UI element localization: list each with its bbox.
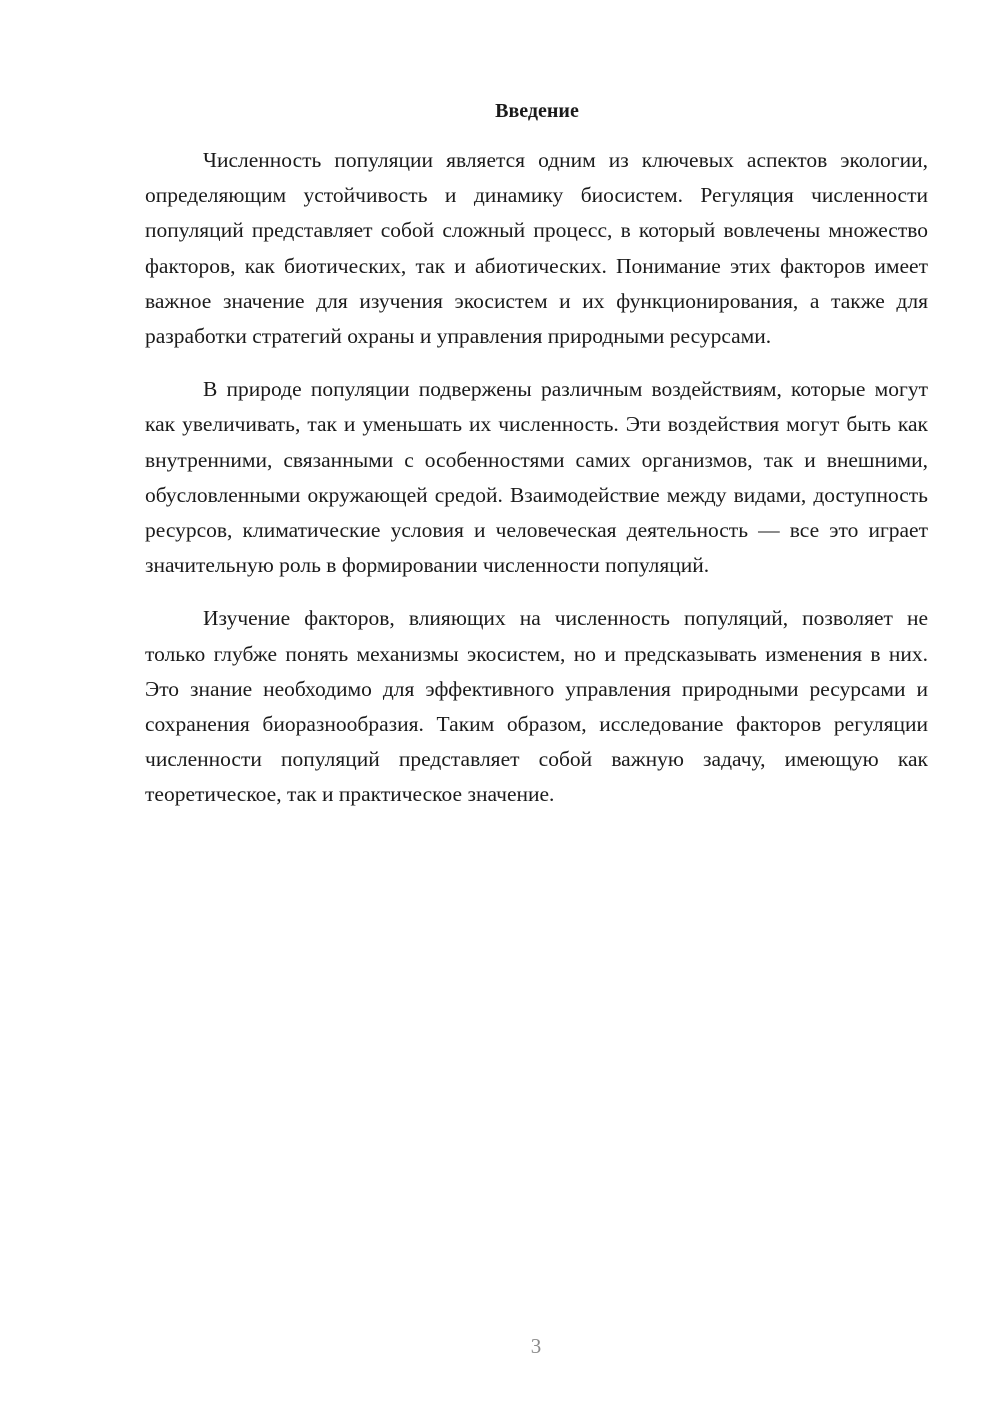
paragraph-2: В природе популяции подвержены различным воздействиям, которые могут как увеличивать, так и уменьшать их численность. Эти воздействия могут быть как внутренними, связанными с особенностями самих организмов, так и внешними, обусловленными окружающей средой. Взаимодействие между видами, доступность ресурсов, климатические условия и человеческая деятельность — все это играет значительную роль в формировании численности популяций. (145, 377, 928, 578)
paragraph-1: Численность популяции является одним из ключевых аспектов экологии, определяющим устойчивость и динамику биосистем. Регуляция численности популяций представляет собой сложный процесс, в который вовлечены множество факторов, как биотических, так и абиотических. Понимание этих факторов имеет важное значение для изучения экосистем и их функционирования, а также для разработки стратегий охраны и управления природными ресурсами. (145, 148, 928, 349)
section-title: Введение (495, 100, 579, 122)
page-number: 3 (530, 1334, 542, 1358)
paragraph-3: Изучение факторов, влияющих на численность популяций, позволяет не только глубже понять механизмы экосистем, но и предсказывать изменения в них. Это знание необходимо для эффективного управления природными ресурсами и сохранения биоразнообразия. Таким образом, исследование факторов регуляции численности популяций представляет собой важную задачу, имеющую как теоретическое, так и практическое значение. (145, 606, 928, 807)
page-content (145, 96, 928, 831)
